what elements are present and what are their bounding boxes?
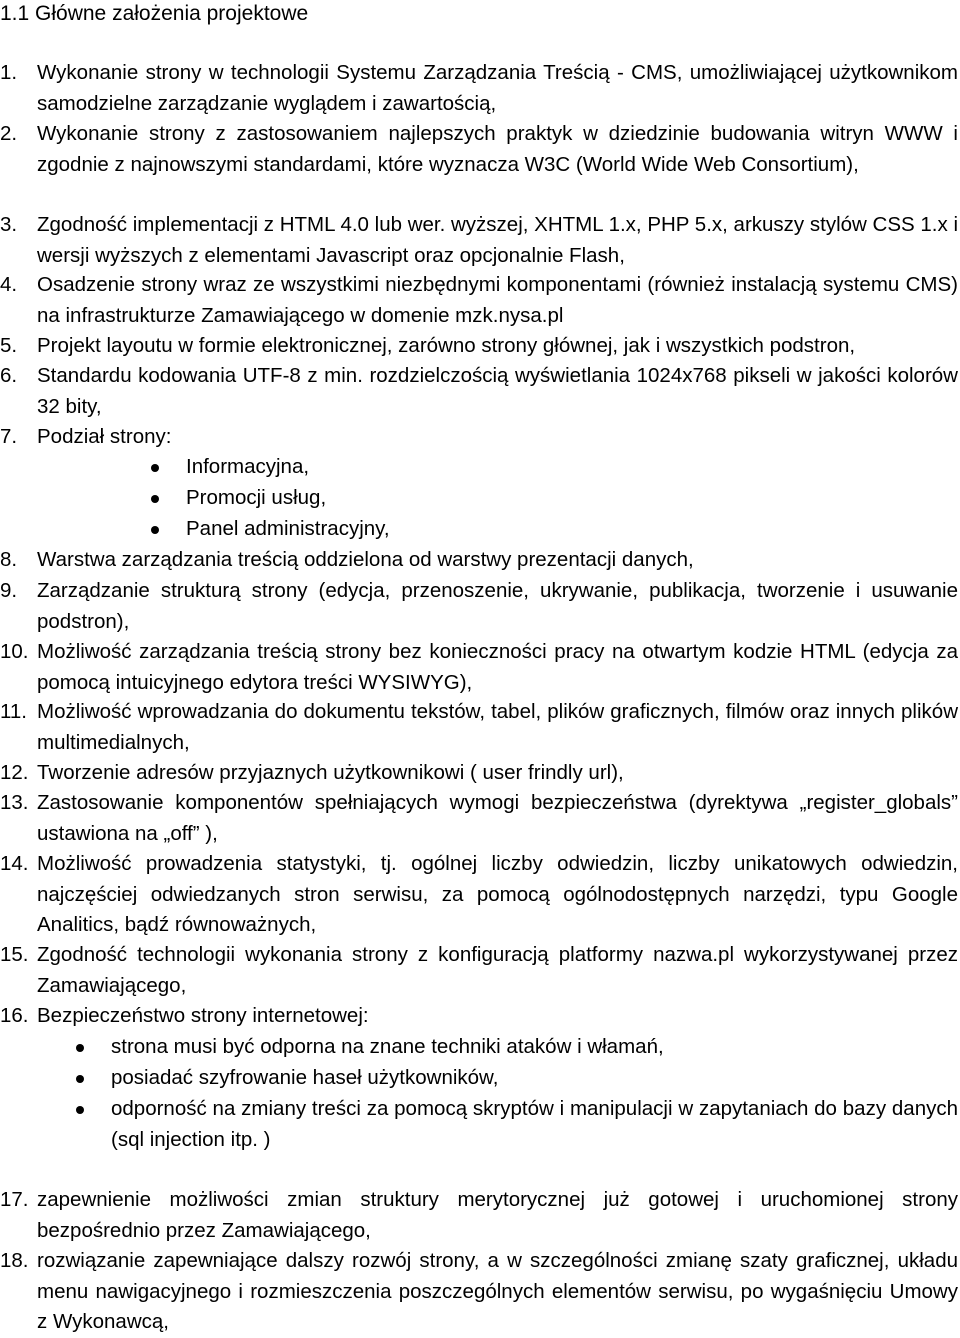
item-number: 5. <box>0 334 18 357</box>
item-text: Standardu kodowania UTF-8 z min. rozdzielczością wyświetlania 1024x768 pikseli w jakości kolorów 32 bity, <box>37 364 958 418</box>
item-number: 11. <box>0 700 27 723</box>
bullet-dot-icon <box>76 1075 84 1083</box>
section-heading: 1.1 Główne założenia projektowe <box>0 2 309 25</box>
item-number: 10. <box>0 640 29 663</box>
item-text: zapewnienie możliwości zmian struktury merytorycznej już gotowej i uruchomionej strony bezpośrednio przez Zamawiającego, <box>37 1188 958 1242</box>
list-item-2 <box>0 119 958 180</box>
bullet-dot-icon <box>76 1044 84 1052</box>
item-number: 8. <box>0 548 18 571</box>
sub-bullet-text: Promocji usług, <box>186 486 327 509</box>
bullet-dot-icon <box>151 464 159 472</box>
item-number: 14. <box>0 852 29 875</box>
sub-bullet-text: Informacyjna, <box>186 455 310 478</box>
item-text: Osadzenie strony wraz ze wszystkimi niezbędnymi komponentami (również instalacją systemu CMS) na infrastrukturze Zamawiającego w domenie mzk.nysa.pl <box>37 273 958 327</box>
sub-bullet-text: posiadać szyfrowanie haseł użytkowników, <box>111 1066 499 1089</box>
item-text: Możliwość prowadzenia statystyki, tj. ogólnej liczby odwiedzin, liczby unikatowych odwiedzin, najczęściej odwiedzanych stron serwisu, za pomocą ogólnodostępnych narzędzi, typu Google Analitics, bądź równoważnych, <box>37 852 958 936</box>
item-text: rozwiązanie zapewniające dalszy rozwój strony, a w szczególności zmianę szaty graficznej, układu menu nawigacyjnego i rozmieszczenia poszczególnych elementów serwisu, po wygaśnięciu Umowy z Wykonawcą, <box>37 1249 958 1333</box>
list-item-8 <box>0 545 958 576</box>
item-text: Bezpieczeństwo strony internetowej: <box>37 1004 369 1027</box>
item-text: Możliwość zarządzania treścią strony bez konieczności pracy na otwartym kodzie HTML (edycja za pomocą intuicyjnego edytora treści WYSIWYG), <box>37 640 958 694</box>
list-item-16 <box>0 1001 958 1032</box>
list-item-7 <box>0 422 958 453</box>
item-text: Zastosowanie komponentów spełniających wymogi bezpieczeństwa (dyrektywa „register_globals” ustawiona na „off” ), <box>37 791 958 845</box>
item-number: 16. <box>0 1004 29 1027</box>
item-number: 3. <box>0 213 18 236</box>
bullet-dot-icon <box>151 526 159 534</box>
list-item-1 <box>0 58 958 119</box>
item-number: 2. <box>0 122 18 145</box>
item-number: 1. <box>0 61 18 84</box>
list-item-14 <box>0 849 958 941</box>
sub-bullet-text: odporność na zmiany treści za pomocą skryptów i manipulacji w zapytaniach do bazy danych (sql injection itp. ) <box>111 1097 958 1151</box>
item-number: 9. <box>0 579 18 602</box>
item-text: Podział strony: <box>37 425 172 448</box>
bullet-dot-icon <box>151 495 159 503</box>
list-item-18 <box>0 1246 958 1338</box>
item-number: 7. <box>0 425 18 448</box>
item-number: 17. <box>0 1188 29 1211</box>
sub-bullet-text: strona musi być odporna na znane techniki ataków i włamań, <box>111 1035 664 1058</box>
list-item-13 <box>0 788 958 849</box>
item-text: Wykonanie strony z zastosowaniem najlepszych praktyk w dziedzinie budowania witryn WWW i zgodnie z najnowszymi standardami, które wyznacza W3C (World Wide Web Consortium), <box>37 122 958 176</box>
list-item-17 <box>0 1185 958 1246</box>
bullet-dot-icon <box>76 1106 84 1114</box>
list-item-10 <box>0 637 958 698</box>
item-number: 13. <box>0 791 29 814</box>
list-item-11 <box>0 697 958 758</box>
item-text: Wykonanie strony w technologii Systemu Zarządzania Treścią - CMS, umożliwiającej użytkownikom samodzielne zarządzanie wyglądem i zawartością, <box>37 61 958 115</box>
list-item-9 <box>0 576 958 637</box>
list-item-6 <box>0 361 958 422</box>
item-text: Warstwa zarządzania treścią oddzielona od warstwy prezentacji danych, <box>37 548 694 571</box>
item-number: 15. <box>0 943 29 966</box>
item-text: Zarządzanie strukturą strony (edycja, przenoszenie, ukrywanie, publikacja, tworzenie i usuwanie podstron), <box>37 579 958 633</box>
item-number: 18. <box>0 1249 29 1272</box>
item-text: Możliwość wprowadzania do dokumentu tekstów, tabel, plików graficznych, filmów oraz innych plików multimedialnych, <box>37 700 958 754</box>
item-text: Zgodność technologii wykonania strony z konfiguracją platformy nazwa.pl wykorzystywanej przez Zamawiającego, <box>37 943 958 997</box>
item-text: Zgodność implementacji z HTML 4.0 lub wer. wyższej, XHTML 1.x, PHP 5.x, arkuszy stylów CSS 1.x i wersji wyższych z elementami Javascript oraz opcjonalnie Flash, <box>37 213 958 267</box>
sub-bullet-text: Panel administracyjny, <box>186 517 390 540</box>
item-number: 12. <box>0 761 29 784</box>
list-item-5 <box>0 331 958 362</box>
list-item-12 <box>0 758 958 789</box>
item-number: 4. <box>0 273 18 296</box>
item-text: Projekt layoutu w formie elektronicznej, zarówno strony głównej, jak i wszystkich podstron, <box>37 334 856 357</box>
list-item-4 <box>0 270 958 331</box>
item-number: 6. <box>0 364 18 387</box>
list-item-3 <box>0 210 958 271</box>
list-item-15 <box>0 940 958 1001</box>
item-text: Tworzenie adresów przyjaznych użytkownikowi ( user frindly url), <box>37 761 624 784</box>
